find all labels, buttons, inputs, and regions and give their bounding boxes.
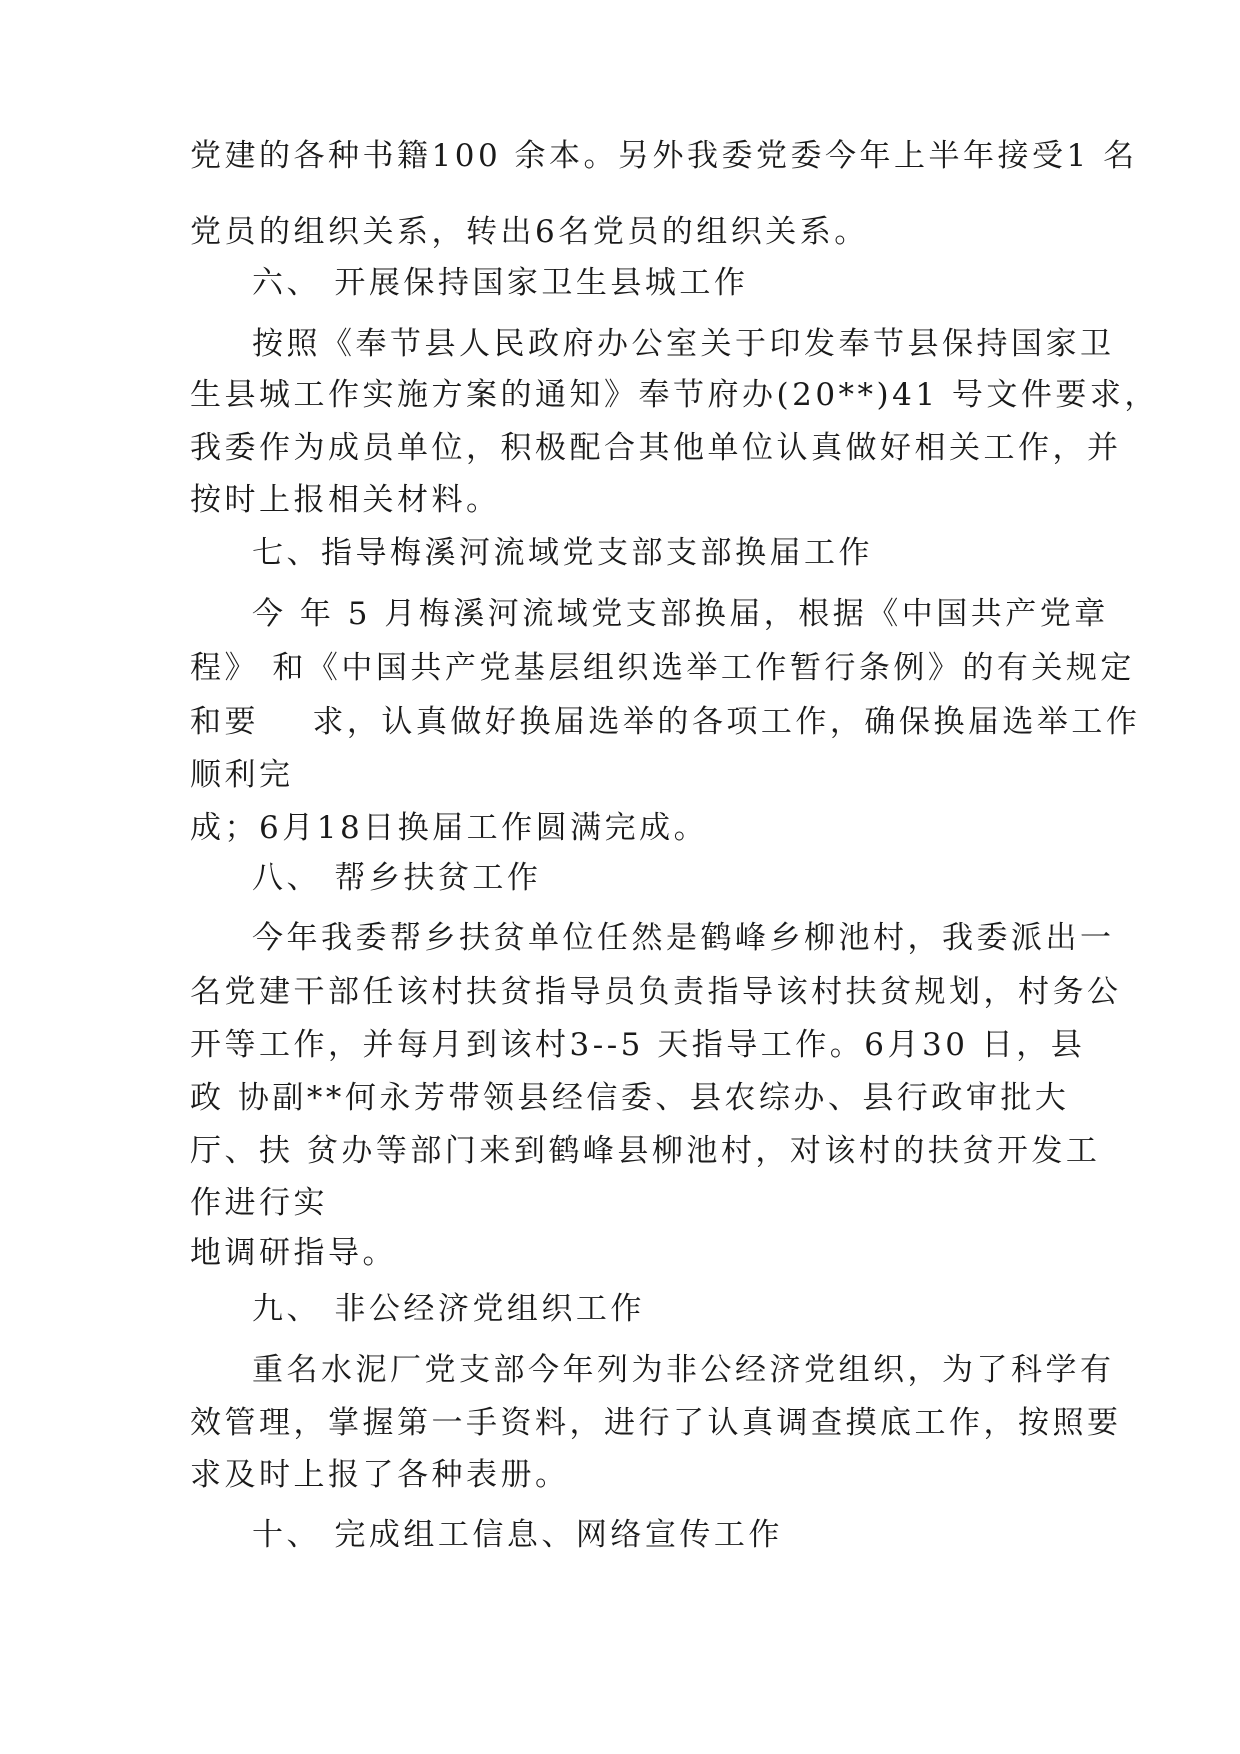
body-line: 作进行实: [190, 1185, 328, 1221]
body-line: 和要 求，认真做好换届选举的各项工作，确保换届选举工作: [190, 704, 1141, 740]
body-line: 我委作为成员单位，积极配合其他单位认真做好相关工作，并: [190, 430, 1122, 466]
body-line: 政 协副**何永芳带领县经信委、县农综办、县行政审批大: [190, 1080, 1070, 1116]
body-line: 程》 和《中国共产党基层组织选举工作暂行条例》的有关规定: [190, 650, 1135, 686]
body-line: 生县城工作实施方案的通知》奉节府办(20**)41 号文件要求，: [190, 377, 1159, 413]
body-line: 党员的组织关系，转出6名党员的组织关系。: [190, 214, 869, 250]
body-line: 党建的各种书籍100 余本。另外我委党委今年上半年接受1 名: [190, 138, 1138, 174]
body-line: 开等工作，并每月到该村3--5 天指导工作。6月30 日，县: [190, 1027, 1086, 1063]
body-line: 效管理，掌握第一手资料，进行了认真调查摸底工作，按照要: [190, 1405, 1122, 1441]
body-line: 今年我委帮乡扶贫单位任然是鹤峰乡柳池村，我委派出一: [252, 920, 1115, 956]
section-heading-9: 九、 非公经济党组织工作: [252, 1291, 645, 1327]
section-heading-7: 七、指导梅溪河流域党支部支部换届工作: [252, 535, 873, 571]
body-line: 求及时上报了各种表册。: [190, 1457, 570, 1493]
body-line: 厅、扶 贫办等部门来到鹤峰县柳池村，对该村的扶贫开发工: [190, 1133, 1101, 1169]
body-line: 按照《奉节县人民政府办公室关于印发奉节县保持国家卫: [252, 326, 1115, 362]
body-line: 顺利完: [190, 757, 294, 793]
body-line: 成；6月18日换届工作圆满完成。: [190, 810, 709, 846]
body-line: 名党建干部任该村扶贫指导员负责指导该村扶贫规划，村务公: [190, 974, 1122, 1010]
body-line: 按时上报相关材料。: [190, 482, 501, 518]
body-line: 今 年 5 月梅溪河流域党支部换届，根据《中国共产党章: [252, 596, 1109, 632]
section-heading-6: 六、 开展保持国家卫生县城工作: [252, 265, 749, 301]
body-line: 重名水泥厂党支部今年列为非公经济党组织，为了科学有: [252, 1352, 1115, 1388]
body-line: 地调研指导。: [190, 1235, 397, 1271]
section-heading-8: 八、 帮乡扶贫工作: [252, 860, 542, 896]
section-heading-10: 十、 完成组工信息、网络宣传工作: [252, 1517, 783, 1553]
